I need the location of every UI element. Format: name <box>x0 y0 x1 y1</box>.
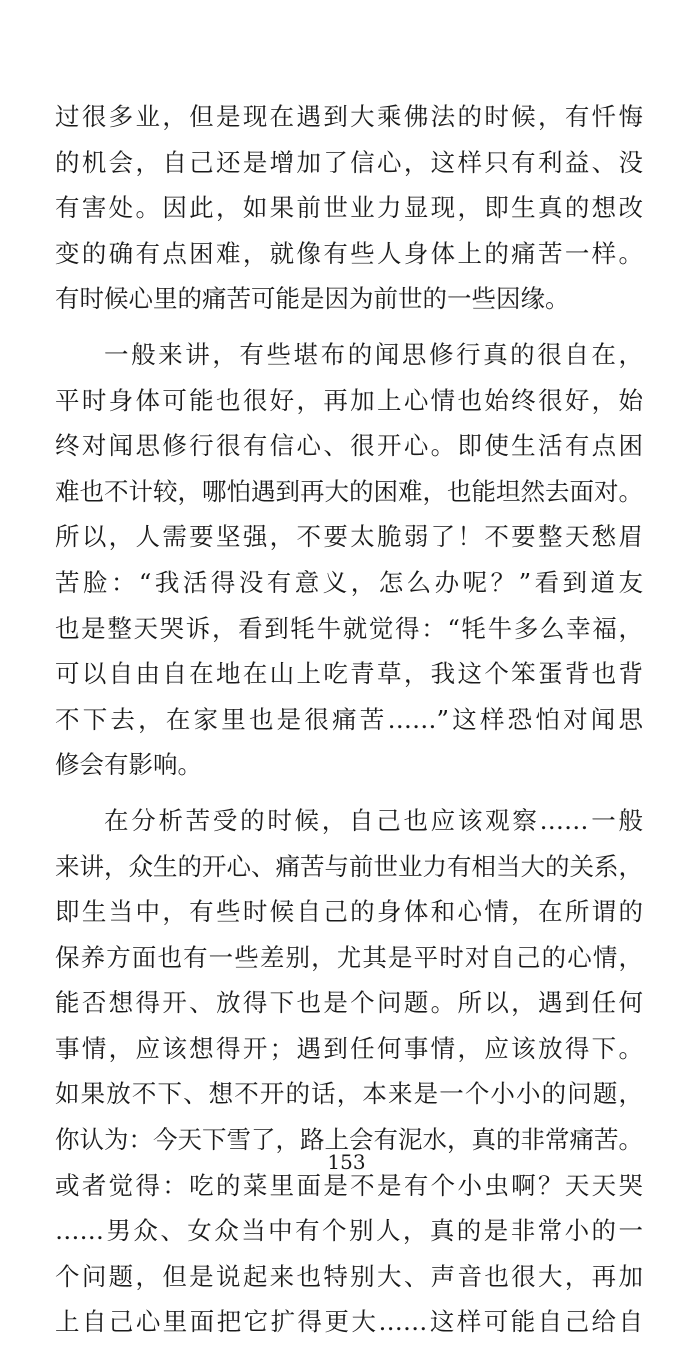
text-line: 有时候心里的痛苦可能是因为前世的一些因缘。 <box>55 284 570 314</box>
text-line: 不下去，在家里也是很痛苦……”这样恐怕对闻思 <box>55 704 643 734</box>
paragraph-1 <box>55 94 643 322</box>
text-line: 的机会，自己还是增加了信心，这样只有利益、没 <box>55 147 643 177</box>
paragraph-2 <box>55 332 643 788</box>
text-line: 平时身体可能也很好，再加上心情也始终很好，始 <box>55 385 643 415</box>
text-line: 能否想得开、放得下也是个问题。所以，遇到任何 <box>55 988 643 1018</box>
page-number: 153 <box>327 1150 366 1174</box>
text-line: 或者觉得：吃的菜里面是不是有个小虫啊？天天哭 <box>55 1170 643 1200</box>
text-line: 难也不计较，哪怕遇到再大的困难，也能坦然去面对。 <box>55 476 643 506</box>
text-line: 在分析苦受的时候，自己也应该观察……一般 <box>104 805 643 835</box>
text-line: 保养方面也有一些差别，尤其是平时对自己的心情， <box>55 942 643 972</box>
text-line: 即生当中，有些时候自己的身体和心情，在所谓的 <box>55 897 643 927</box>
text-line: 个问题，但是说起来也特别大、声音也很大，再加 <box>55 1261 643 1291</box>
text-line: 也是整天哭诉，看到牦牛就觉得：“牦牛多么幸福， <box>55 613 643 643</box>
paragraph-3 <box>55 798 643 1345</box>
text-line: 过很多业，但是现在遇到大乘佛法的时候，有忏悔 <box>55 102 643 131</box>
text-line: 上自己心里面把它扩得更大……这样可能自己给自 <box>55 1307 643 1337</box>
text-line: 如果放不下、想不开的话，本来是一个小小的问题， <box>55 1079 643 1109</box>
text-line: 终对闻思修行很有信心、很开心。即使生活有点困 <box>55 431 643 461</box>
text-line: 有害处。因此，如果前世业力显现，即生真的想改 <box>55 193 643 223</box>
text-line: 一般来讲，有些堪布的闻思修行真的很自在， <box>104 339 643 369</box>
text-line: 你认为：今天下雪了，路上会有泥水，真的非常痛苦。 <box>55 1125 643 1155</box>
text-line: ……男众、女众当中有个别人，真的是非常小的一 <box>55 1216 643 1246</box>
text-line: 可以自由自在地在山上吃青草，我这个笨蛋背也背 <box>55 659 643 689</box>
text-line: 事情，应该想得开；遇到任何事情，应该放得下。 <box>55 1033 643 1063</box>
text-line: 所以，人需要坚强，不要太脆弱了！不要整天愁眉 <box>55 522 643 552</box>
text-line: 修会有影响。 <box>55 750 202 780</box>
text-line: 苦脸：“我活得没有意义，怎么办呢？”看到道友 <box>55 567 643 597</box>
text-line: 变的确有点困难，就像有些人身体上的痛苦一样。 <box>55 238 643 268</box>
text-line: 来讲，众生的开心、痛苦与前世业力有相当大的关系， <box>55 851 643 881</box>
